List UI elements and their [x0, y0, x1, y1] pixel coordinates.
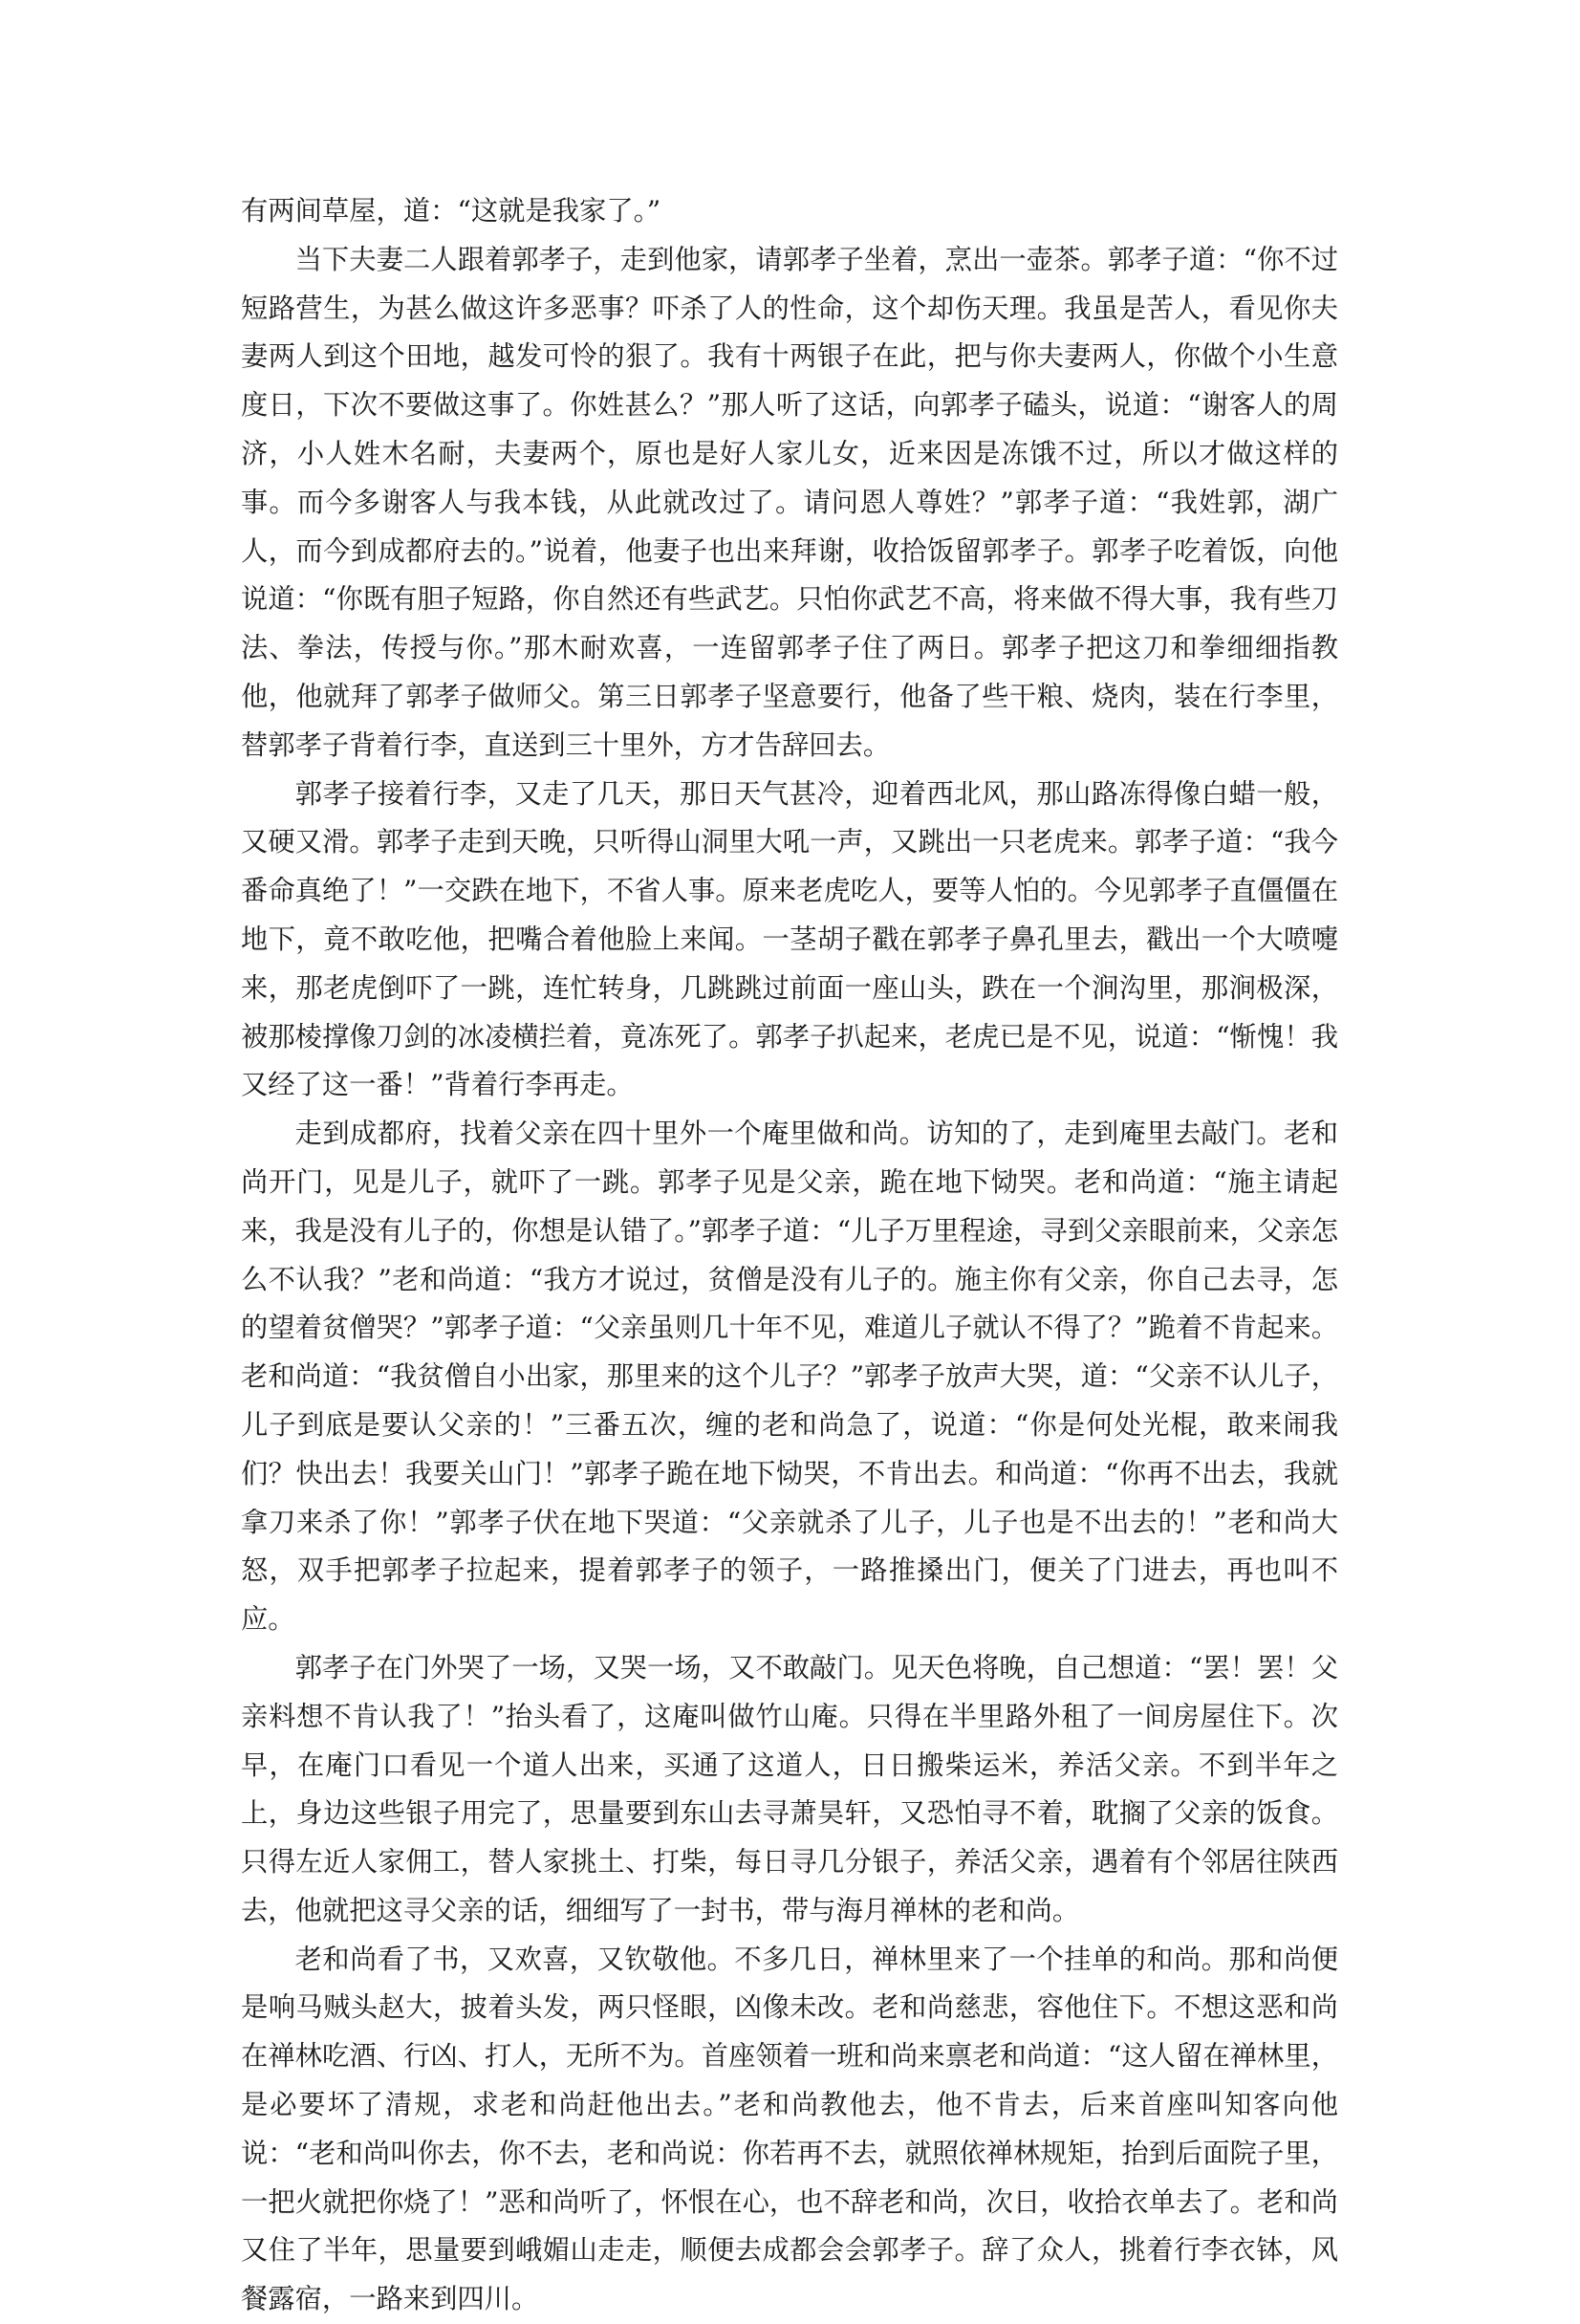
paragraph: 郭孝子在门外哭了一场，又哭一场，又不敢敲门。见天色将晚，自己想道：“罢！罢！父亲料想不肯认我了！”抬头看了，这庵叫做竹山庵。只得在半里路外租了一间房屋住下。次早，在庵门口看见一个道人出来，买通了这道人，日日搬柴运米，养活父亲。不到半年之上，身边这些银子用完了，思量要到东山去寻萧昊轩，又恐怕寻不着，耽搁了父亲的饭食。只得左近人家佣工，替人家挑土、打柴，每日寻几分银子，养活父亲，遇着有个邻居往陕西去，他就把这寻父亲的话，细细写了一封书，带与海月禅林的老和尚。: [241, 1651, 1338, 1926]
paragraph-continuation: 有两间草屋，道：“这就是我家了。”: [241, 195, 661, 227]
paragraph: 走到成都府，找着父亲在四十里外一个庵里做和尚。访知的了，走到庵里去敲门。老和尚开门，见是儿子，就吓了一跳。郭孝子见是父亲，跪在地下恸哭。老和尚道：“施主请起来，我是没有儿子的，你想是认错了。”郭孝子道：“儿子万里程途，寻到父亲眼前来，父亲怎么不认我？”老和尚道：“我方才说过，贫僧是没有儿子的。施主你有父亲，你自己去寻，怎的望着贫僧哭？”郭孝子道：“父亲虽则几十年不见，难道儿子就认不得了？”跪着不肯起来。老和尚道：“我贫僧自小出家，那里来的这个儿子？”郭孝子放声大哭，道：“父亲不认儿子，儿子到底是要认父亲的！”三番五次，缠的老和尚急了，说道：“你是何处光棍，敢来闹我们？快出去！我要关山门！”郭孝子跪在地下恸哭，不肯出去。和尚道：“你再不出去，我就拿刀来杀了你！”郭孝子伏在地下哭道：“父亲就杀了儿子，儿子也是不出去的！”老和尚大怒，双手把郭孝子拉起来，提着郭孝子的领子，一路推搡出门，便关了门进去，再也叫不应。: [241, 1118, 1338, 1636]
text-body: [241, 187, 1338, 2324]
paragraph: 郭孝子接着行李，又走了几天，那日天气甚冷，迎着西北风，那山路冻得像白蜡一般，又硬又滑。郭孝子走到天晚，只听得山洞里大吼一声，又跳出一只老虎来。郭孝子道：“我今番命真绝了！”一交跌在地下，不省人事。原来老虎吃人，要等人怕的。今见郭孝子直僵僵在地下，竟不敢吃他，把嘴合着他脸上来闻。一茎胡子戳在郭孝子鼻孔里去，戳出一个大喷嚏来，那老虎倒吓了一跳，连忙转身，几跳跳过前面一座山头，跌在一个涧沟里，那涧极深，被那棱撑像刀剑的冰凌横拦着，竟冻死了。郭孝子扒起来，老虎已是不见，说道：“惭愧！我又经了这一番！”背着行李再走。: [241, 777, 1338, 1101]
paragraph: 当下夫妻二人跟着郭孝子，走到他家，请郭孝子坐着，烹出一壶茶。郭孝子道：“你不过短路营生，为甚么做这许多恶事？吓杀了人的性命，这个却伤天理。我虽是苦人，看见你夫妻两人到这个田地，越发可怜的狠了。我有十两银子在此，把与你夫妻两人，你做个小生意度日，下次不要做这事了。你姓甚么？”那人听了这话，向郭孝子磕头，说道：“谢客人的周济，小人姓木名耐，夫妻两个，原也是好人家儿女，近来因是冻饿不过，所以才做这样的事。而今多谢客人与我本钱，从此就改过了。请问恩人尊姓？”郭孝子道：“我姓郭，湖广人，而今到成都府去的。”说着，他妻子也出来拜谢，收拾饭留郭孝子。郭孝子吃着饭，向他说道：“你既有胆子短路，你自然还有些武艺。只怕你武艺不高，将来做不得大事，我有些刀法、拳法，传授与你。”那木耐欢喜，一连留郭孝子住了两日。郭孝子把这刀和拳细细指教他，他就拜了郭孝子做师父。第三日郭孝子坚意要行，他备了些干粮、烧肉，装在行李里，替郭孝子背着行李，直送到三十里外，方才告辞回去。: [241, 243, 1338, 761]
paragraph: 老和尚看了书，又欢喜，又钦敬他。不多几日，禅林里来了一个挂单的和尚。那和尚便是响马贼头赵大，披着头发，两只怪眼，凶像未改。老和尚慈悲，容他住下。不想这恶和尚在禅林吃酒、行凶、打人，无所不为。首座领着一班和尚来禀老和尚道：“这人留在禅林里，是必要坏了清规，求老和尚赶他出去。”老和尚教他去，他不肯去，后来首座叫知客向他说：“老和尚叫你去，你不去，老和尚说：你若再不去，就照依禅林规矩，抬到后面院子里，一把火就把你烧了！”恶和尚听了，怀恨在心，也不辞老和尚，次日，收拾衣单去了。老和尚又住了半年，思量要到峨媚山走走，顺便去成都会会郭孝子。辞了众人，挑着行李衣钵，风餐露宿，一路来到四川。: [241, 1943, 1338, 2315]
